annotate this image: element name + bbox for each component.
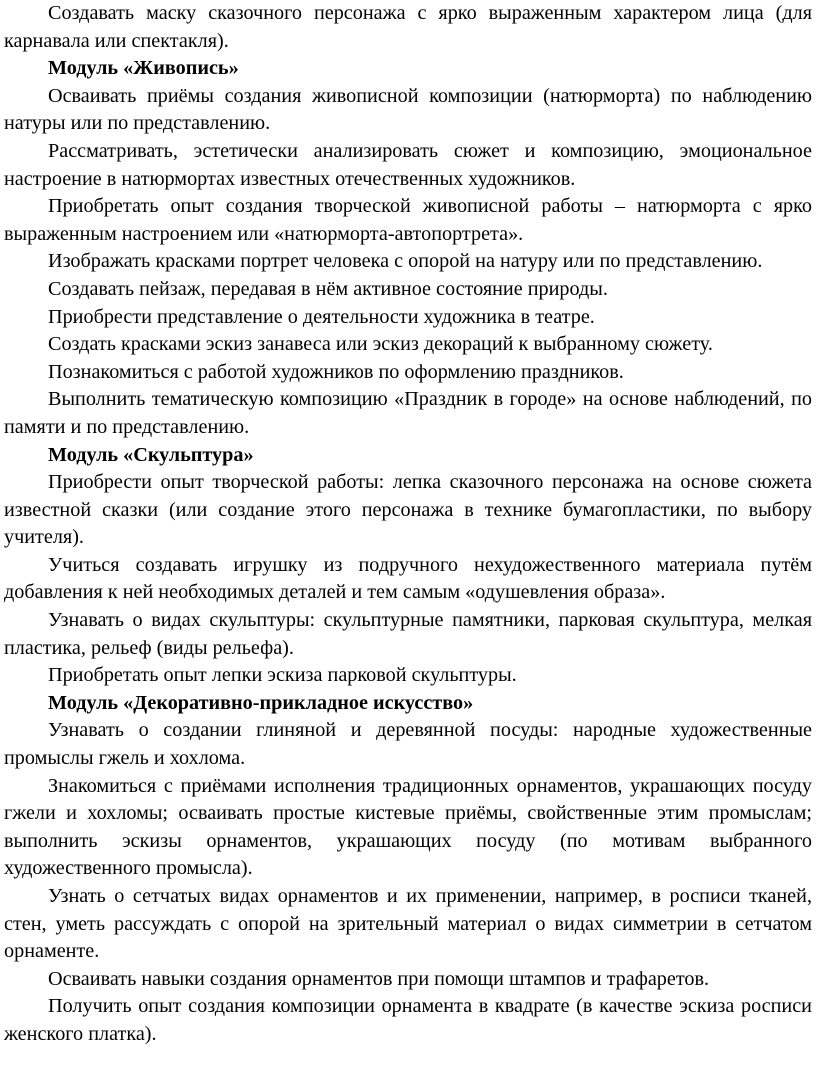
paragraph: Узнать о сетчатых видах орнаментов и их применении, например, в росписи тканей, стен, уметь рассуждать с опорой на зрительный материал о видах симметрии в сетчатом орнаменте.: [4, 885, 812, 963]
paragraph: Приобретать опыт создания творческой живописной работы – натюрморта с ярко выраженным настроением или «натюрморта-автопортрета».: [4, 195, 812, 245]
paragraph: Создавать пейзаж, передавая в нём активное состояние природы.: [48, 277, 608, 300]
paragraph: Выполнить тематическую композицию «Праздник в городе» на основе наблюдений, по памяти и по представлению.: [4, 388, 812, 438]
paragraph: Приобретать опыт лепки эскиза парковой скульптуры.: [48, 664, 517, 687]
paragraph: Знакомиться с приёмами исполнения традиционных орнаментов, украшающих посуду гжели и хохломы; осваивать простые кистевые приёмы, свойственные этим промыслам; выполнить эскизы орнаментов, украшающих посуду (по мотивам выбранного художественного промысла).: [4, 774, 812, 880]
paragraph: Познакомиться с работой художников по оформлению праздников.: [48, 360, 624, 383]
paragraph: Осваивать навыки создания орнаментов при помощи штампов и трафаретов.: [48, 967, 710, 990]
paragraph: Создать красками эскиз занавеса или эскиз декораций к выбранному сюжету.: [48, 333, 713, 356]
paragraph: Узнавать о создании глиняной и деревянной посуды: народные художественные промыслы гжель и хохлома.: [4, 719, 812, 770]
section-heading-painting: Модуль «Живопись»: [48, 57, 239, 80]
paragraph: Приобрести представление о деятельности художника в театре.: [48, 305, 595, 328]
section-heading-decorative-art: Модуль «Декоративно-прикладное искусство»: [48, 691, 474, 714]
paragraph: Создавать маску сказочного персонажа с ярко выраженным характером лица (для карнавала или спектакля).: [4, 2, 812, 52]
document-body: [4, 0, 812, 1049]
paragraph: Приобрести опыт творческой работы: лепка сказочного персонажа на основе сюжета известной сказки (или создание этого персонажа в технике бумагопластики, по выбору учителя).: [4, 471, 812, 549]
paragraph: Получить опыт создания композиции орнамента в квадрате (в качестве эскиза росписи женского платка).: [4, 995, 812, 1045]
paragraph: Узнавать о видах скульптуры: скульптурные памятники, парковая скульптура, мелкая пластика, рельеф (виды рельефа).: [4, 609, 812, 659]
paragraph: Рассматривать, эстетически анализировать сюжет и композицию, эмоциональное настроение в натюрмортах известных отечественных художников.: [4, 139, 812, 190]
paragraph: Осваивать приёмы создания живописной композиции (натюрморта) по наблюдению натуры или по представлению.: [4, 84, 812, 135]
paragraph: Учиться создавать игрушку из подручного нехудожественного материала путём добавления к ней необходимых деталей и тем самым «одушевления образа».: [4, 553, 812, 604]
section-heading-sculpture: Модуль «Скульптура»: [48, 443, 254, 466]
paragraph: Изображать красками портрет человека с опорой на натуру или по представлению.: [48, 250, 763, 273]
